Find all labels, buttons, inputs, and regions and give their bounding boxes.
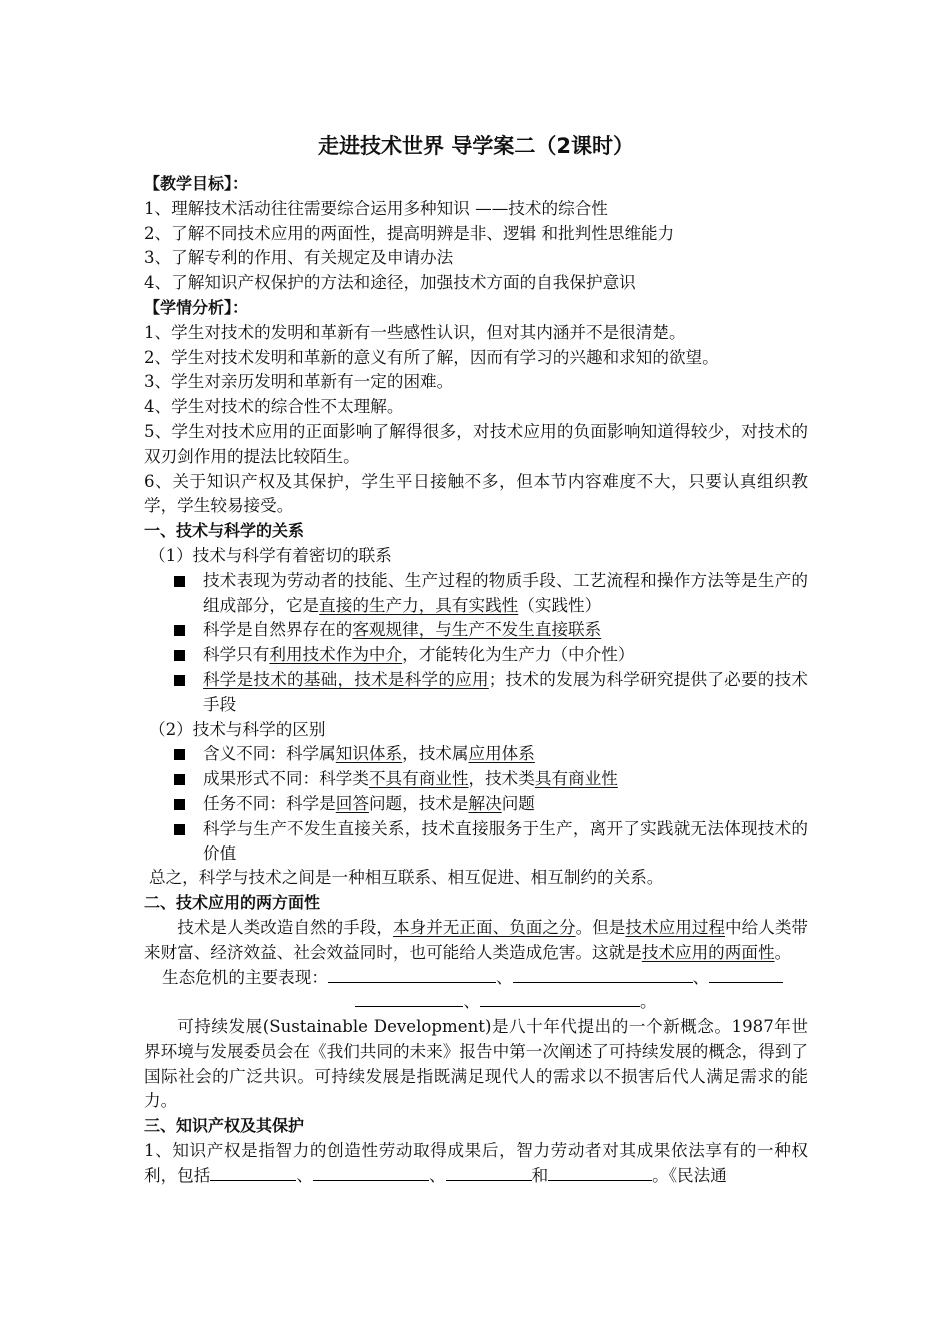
analysis-item: 5、学生对技术应用的正面影响了解得很多，对技术应用的负面影响知道得较少，对技术的双刃剑作用的提法比较陌生。 xyxy=(144,421,808,466)
bullet-item: 科学与生产不发生直接关系，技术直接服务于生产，离开了实践就无法体现技术的价值 xyxy=(144,817,808,867)
bullet-item: 科学是自然界存在的客观规律，与生产不发生直接联系 xyxy=(144,618,808,643)
bullet-item: 技术表现为劳动者的技能、生产过程的物质手段、工艺流程和操作方法等是生产的组成部分，它是直接的生产力，具有实践性（实践性） xyxy=(144,569,808,619)
document-title: 走进技术世界 导学案二（2课时） xyxy=(318,134,634,158)
section1-sub1: （1）技术与科学有着密切的联系 xyxy=(149,545,392,565)
fill-blank[interactable] xyxy=(709,966,783,983)
square-bullet-icon xyxy=(174,824,185,835)
document-page xyxy=(144,130,808,1189)
section1-summary: 总之，科学与技术之间是一种相互联系、相互促进、相互制约的关系。 xyxy=(149,868,664,888)
square-bullet-icon xyxy=(174,675,185,686)
goal-item: 2、了解不同技术应用的两面性，提高明辨是非、逻辑 和批判性思维能力 xyxy=(144,223,675,243)
goal-item: 3、了解专利的作用、有关规定及申请办法 xyxy=(144,248,454,268)
square-bullet-icon xyxy=(174,625,185,636)
bullet-item: 科学只有利用技术作为中介，才能转化为生产力（中介性） xyxy=(144,643,808,668)
analysis-item: 4、学生对技术的综合性不太理解。 xyxy=(144,397,404,417)
square-bullet-icon xyxy=(174,576,185,587)
fill-blank[interactable] xyxy=(328,966,496,983)
section3-heading: 三、知识产权及其保护 xyxy=(144,1116,305,1136)
square-bullet-icon xyxy=(174,749,185,760)
bullet-item: 含义不同：科学属知识体系，技术属应用体系 xyxy=(144,742,808,767)
fill-blank[interactable] xyxy=(355,990,463,1007)
bullet-item: 科学是技术的基础，技术是科学的应用；技术的发展为科学研究提供了必要的技术手段 xyxy=(144,668,808,718)
eco-crisis-line-2: 、 。 xyxy=(144,990,808,1015)
fill-blank[interactable] xyxy=(210,1164,296,1181)
fill-blank[interactable] xyxy=(446,1164,532,1181)
section2-paragraph: 技术是人类改造自然的手段，本身并无正面、负面之分。但是技术应用过程中给人类带来财富、经济效益、社会效益同时，也可能给人类造成危害。这就是技术应用的两面性。 xyxy=(144,917,809,962)
bullet-item: 任务不同：科学是回答问题，技术是解决问题 xyxy=(144,792,808,817)
sustainable-paragraph: 可持续发展(Sustainable Development)是八十年代提出的一个新概念。1987年世界环境与发展委员会在《我们共同的未来》报告中第一次阐述了可持续发展的概念，得到了国际社会的广泛共识。可持续发展是指既满足现代人的需求以不损害后代人满足需求的能力。 xyxy=(144,1017,808,1111)
analysis-item: 2、学生对技术发明和革新的意义有所了解，因而有学习的兴趣和求知的欲望。 xyxy=(144,347,719,367)
fill-blank[interactable] xyxy=(480,990,640,1007)
fill-blank[interactable] xyxy=(548,1164,652,1181)
goals-heading: 【教学目标】： xyxy=(144,174,249,193)
bullet-item: 成果形式不同：科学类不具有商业性，技术类具有商业性 xyxy=(144,767,808,792)
fill-blank[interactable] xyxy=(513,966,693,983)
section1-sub2: （2）技术与科学的区别 xyxy=(149,719,326,739)
square-bullet-icon xyxy=(174,774,185,785)
section1-heading: 一、技术与科学的关系 xyxy=(144,521,305,541)
fill-blank[interactable] xyxy=(313,1164,429,1181)
goal-item: 4、了解知识产权保护的方法和途径，加强技术方面的自我保护意识 xyxy=(144,273,636,293)
square-bullet-icon xyxy=(174,650,185,661)
goal-item: 1、理解技术活动往往需要综合运用多种知识 ——技术的综合性 xyxy=(144,198,608,218)
section2-heading: 二、技术应用的两方面性 xyxy=(144,893,321,913)
section3-paragraph: 1、知识产权是指智力的创造性劳动取得成果后，智力劳动者对其成果依法享有的一种权利，包括 、 、 和 。《民法通 xyxy=(144,1141,808,1185)
eco-crisis-line: 生态危机的主要表现： 、 、 xyxy=(144,966,808,991)
analysis-item: 6、关于知识产权及其保护，学生平日接触不多，但本节内容难度不大，只要认真组织教学，学生较易接受。 xyxy=(144,471,808,516)
analysis-heading: 【学情分析】： xyxy=(144,297,249,317)
analysis-item: 3、学生对亲历发明和革新有一定的困难。 xyxy=(144,372,454,392)
analysis-item: 1、学生对技术的发明和革新有一些感性认识，但对其内涵并不是很清楚。 xyxy=(144,322,686,342)
square-bullet-icon xyxy=(174,799,185,810)
